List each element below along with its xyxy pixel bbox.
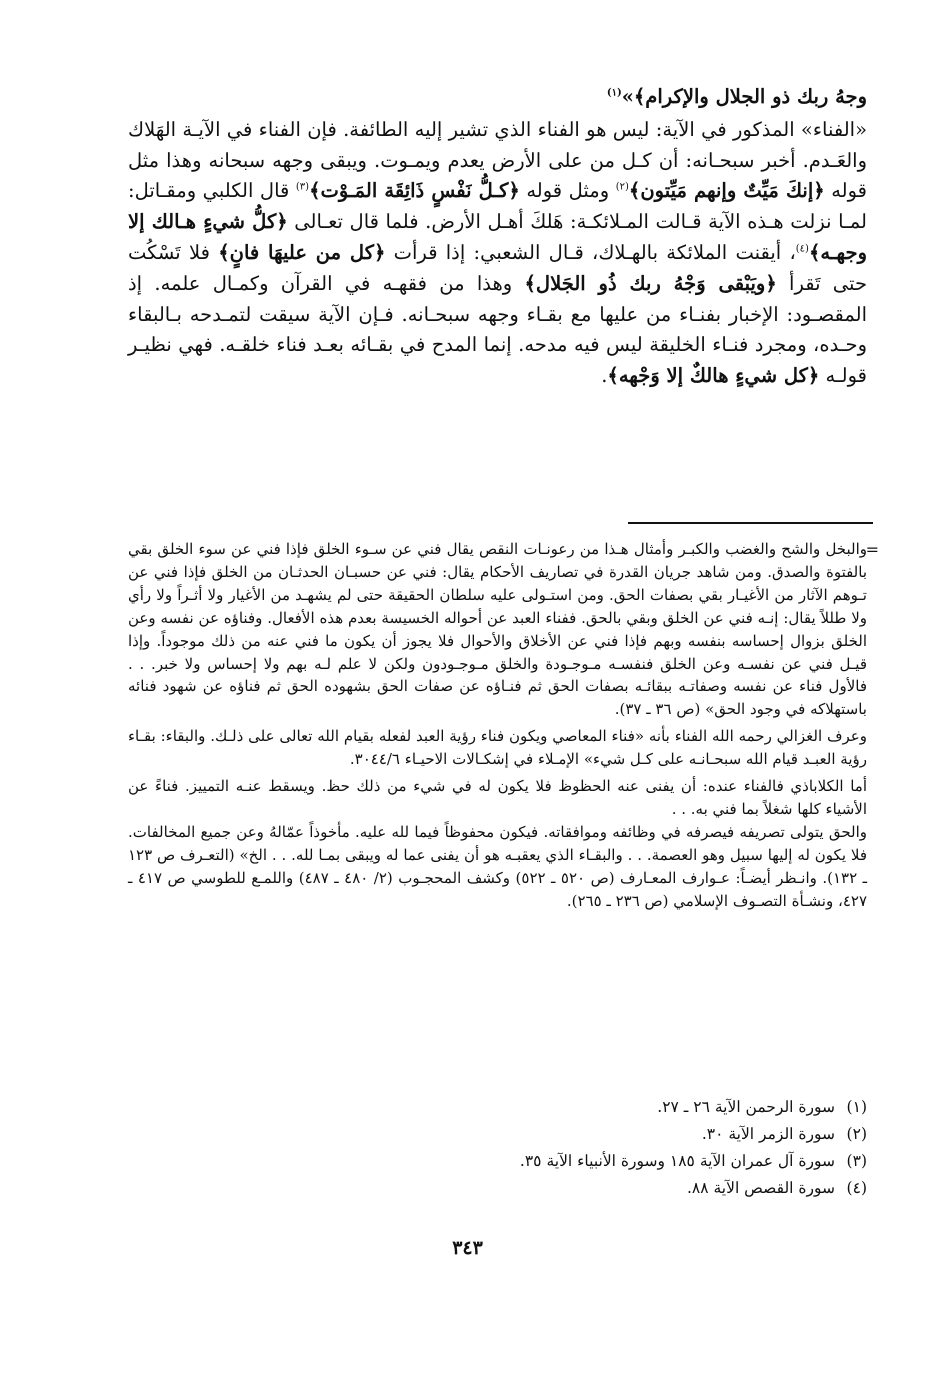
page-number: ٣٤٣ xyxy=(452,1237,483,1259)
footnote-ref: (١) xyxy=(606,87,622,99)
quran-verse: ﴿كـلُّ نَفْسٍ ذَائِقَة المَـوْت﴾ xyxy=(309,179,520,203)
reference-text: سورة القصص الآية ٨٨. xyxy=(686,1179,835,1197)
reference-text: سورة آل عمران الآية ١٨٥ وسورة الأنبياء الآية ٣٥. xyxy=(519,1152,835,1170)
reference-number: (٢) xyxy=(846,1125,867,1143)
reference-text: سورة الرحمن الآية ٢٦ ـ ٢٧. xyxy=(657,1098,835,1116)
footnote-divider xyxy=(628,522,873,524)
footnote-paragraph: والحق يتولى تصريفه فيصرفه في وظائفه وموافقاته. فيكون محفوظاً فيما لله عليه. مأخوذاً عمّالهُ وعن جميع المخالفات. فلا يكون له إليها سبيل وهو العصمة. . . والبقـاء الذي يعقبـه هو أن يفنى عما له ويبقى بمـا لله. . . الخ» (التعـرف ص ١٢٣ ـ ١٣٢). وانـظر أيضـاً: عـوارف المعـارف (ص ٥٢٠ ـ ٥٢٢) وكشف المحجـوب (٢/ ٤٨٠ ـ ٤٨٧) واللمـع للطوسي ص ٤١٧ ـ ٤٢٧، ونشـأة التصـوف الإسلامي (ص ٢٣٦ ـ ٢٦٥). xyxy=(128,822,868,910)
reference-number: (٤) xyxy=(846,1179,867,1197)
reference-number: (٣) xyxy=(846,1152,867,1170)
reference-item xyxy=(128,1094,867,1121)
footnote-ref: (٣) xyxy=(295,181,310,193)
footnote-ref: (٢) xyxy=(615,181,629,193)
quran-verse: ﴿كلُّ شيءٍ هـالك إلا وجهـه﴾ xyxy=(128,210,868,264)
reference-item xyxy=(128,1121,867,1148)
footnote-paragraph: أما الكلاباذي فالفناء عنده: أن يفنى عنه الحظوظ فلا يكون له في شيء من ذلك حظ. ويسقط عنـه التمييز. فناءً عن الأشياء كلها شغلاً بما فني به. . . xyxy=(128,777,867,818)
reference-item xyxy=(128,1148,867,1175)
reference-number: (١) xyxy=(846,1098,867,1116)
quran-verse: ﴿إنكَ مَيِّتٌ وإنهم مَيِّتون﴾ xyxy=(628,179,825,203)
text-run: «الفناء» المذكور في الآية: ليس هو الفناء الذي تشير إليه الطائفة. فإن الفناء في الآيـة الهَلاك والعَـدم. أخبر سبحـانه: أن كـل من على الأرض يعدم ويمـوت. ويبقى وجهه سبحانه وهذا مثل قوله xyxy=(128,117,868,203)
title-line xyxy=(128,82,867,113)
text-run: فلا تَسْكُت حتى تَقرأ xyxy=(128,240,867,295)
footnote-block xyxy=(128,538,867,913)
text-run: ، أيقنت الملائكة بالهـلاك، قـال الشعبي: إذا قرأت xyxy=(385,240,796,264)
quran-verse: ﴿ويَبْقى وَجْهُ ربك ذُو الجَلال﴾ xyxy=(524,271,777,295)
main-text xyxy=(128,82,867,392)
continuation-mark: = xyxy=(865,540,879,559)
text-run: قال الكلبي ومقـاتل: لمـا نزلت هـذه الآية قـالت المـلائكـة: هَلكَ أهـل الأرض. فلما قال تعـالى xyxy=(128,179,867,234)
footnote-ref: (٤) xyxy=(795,243,809,255)
quran-verse: ﴿كل شيءٍ هالكٌ إلا وَجْهه﴾ xyxy=(607,364,820,388)
text-run: . xyxy=(601,364,608,388)
main-paragraph xyxy=(128,115,867,392)
quran-verse-end: وجهُ ربك ذو الجلال والإكرام﴾» xyxy=(621,85,867,108)
footnote-paragraph: وعرف الغزالي رحمه الله الفناء بأنه «فناء المعاصي ويكون فناء رؤية العبد لفعله بقيام الله تعالى على ذلـك. والبقاء: بقـاء رؤية العبـد قيام الله سبحـانـه على كـل شيء» الإمـلاء في إشكـالات الاحيـاء ٣٠٤٤/٦. xyxy=(128,727,867,769)
reference-item xyxy=(128,1175,867,1202)
reference-list xyxy=(128,1094,867,1202)
reference-text: سورة الزمر الآية ٣٠. xyxy=(701,1125,835,1143)
text-run: وهذا من فقهـه في القرآن وكمـال علمه. إذ المقصـود: الإخبار بفنـاء من عليها مع بقـاء وجهه سبحـانه. فـإن الآية سيقت لتمـدحه بـالبقاء وحـده، ومجرد فنـاء الخليقة ليس فيه مدحه. إنما المدح في بقـائه بعـد فناء خلقـه. فهي نظيـر قولـه xyxy=(128,271,867,388)
quran-verse: ﴿كل من عليهَا فانٍ﴾ xyxy=(218,240,386,264)
footnote-paragraph: والبخل والشح والغضب والكبـر وأمثال هـذا من رعونـات النقص يقال فني عن سـوء الخلق فإذا فني عن سوء الخلق بقي بالفتوة والصدق. ومن شاهد جريان القدرة في تصاريف الأحكام يقال: فني عن حسبـان الحدثـان من الخلق فإذا فني عن تـوهم الآثار من الأغيـار بقي بصفات الحق. ومن استـولى عليه سلطان الحقيقة حتى لم يشهـد من الأغيار ولا أثـراً ولا رأي ولا طللاً يقال: إنـه فني عن الخلق وبقي بالحق. ففناء العبد عن أحواله الخسيسة بعدم هذه الأفعال. وفناؤه عن نفسه وعن الخلق بزوال إحساسه بنفسه وبهم فإذا فني عن الأخلاق والأحوال فلا يجوز أن يكون ما فني عنه من ذلك موجوداً. وإذا قيـل فني عن نفسـه وعن الخلق فنفسـه مـوجـودة والخلق مـوجـودون ولكن لا علم لـه بهم ولا إحساس ولا خبر. . . فالأول فناء عن نفسه وصفاتـه ببقائـه بصفات الحق ثم فنـاؤه عن صفات الحق بشهوده الحق ثم فناؤه عن شهود فنائه باستهلاكه في وجود الحق» (ص ٣٦ ـ ٣٧). xyxy=(128,540,867,719)
text-run: ومثل قوله xyxy=(519,179,616,203)
